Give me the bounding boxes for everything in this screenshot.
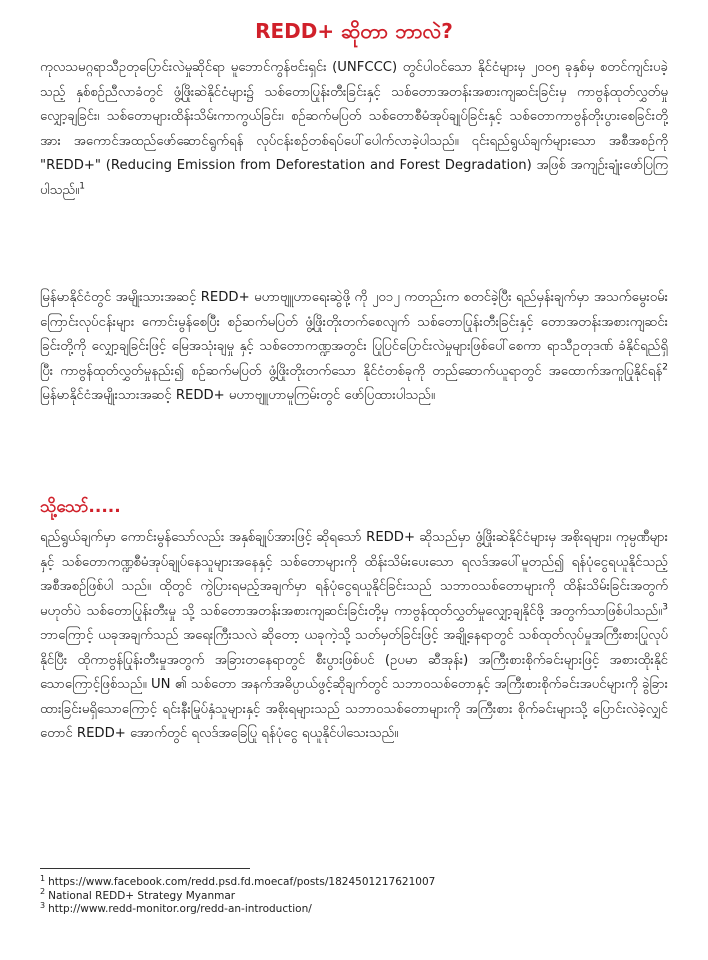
paragraph-myanmar-strategy-text-a: မြန်မာနိုင်ငံတွင် အမျိုးသားအဆင့် REDD+ မဟာဗျူဟာရေးဆွဲဖို့ ကို ၂၀၁၂ ကတည်းက စတင်ခဲ့ပြီး ရည်မှန်းချက်မှာ အသက်မွေးဝမ်းကြောင်းလုပ်ငန်းများ ကောင်းမွန်စေပြီး စဉ်ဆက်မပြတ် ဖွံ့ဖြိုးတိုးတက်စေလျက် သစ်တောပြုန်းတီးခြင်းနှင့် တောအတန်းအစားကျဆင်းခြင်းတို့ကို လျှော့ချခြင်းဖြင့် မြေအသုံးချမှု နှင့် သစ်တောကဏ္ဍအတွင်း ပြုပြင်ပြောင်းလဲမှုများဖြစ်ပေါ်စေကာ ရာသီဥတုဒဏ် ခံနိုင်ရည်ရှိပြီး ကာဗွန်ထုတ်လွှတ်မှုနည်း၍ စဉ်ဆက်မပြတ် ဖွံ့ဖြိုးတိုးတက်သော နိုင်ငံတစ်ခုကို တည်ဆောက်ယူရာတွင် အထောက်အကူပြုနိုင်ရန် <box>40 290 668 379</box>
footnote-link[interactable]: https://www.facebook.com/redd.psd.fd.moecaf/posts/1824501217621007 <box>48 876 436 888</box>
section-subheading: သို့သော်..... <box>40 497 121 517</box>
footnotes <box>40 873 668 917</box>
paragraph-intro-text: ကုလသမဂ္ဂရာသီဥတုပြောင်းလဲမှုဆိုင်ရာ မူဘောင်ကွန်ဗင်းရှင်း (UNFCCC) တွင်ပါဝင်သော နိုင်ငံများမှ ၂၀၀၅ ခုနှစ်မှ စတင်ကျင်းပခဲ့သည့် နှစ်စဉ်ညီလာခံတွင် ဖွံ့ဖြိုးဆဲနိုင်ငံများ၌ သစ်တောပြုန်းတီးခြင်းနှင့် သစ်တောအတန်းအစားကျဆင်းခြင်းမှ ကာဗွန်ထုတ်လွှတ်မှုလျှော့ချခြင်း၊ သစ်တောများထိန်းသိမ်းကာကွယ်ခြင်း၊ စဉ်ဆက်မပြတ် သစ်တောစီမံအုပ်ချုပ်ခြင်းနှင့် သစ်တောကာဗွန်တိုးပွားစေခြင်းတို့အား အကောင်အထည်ဖော်ဆောင်ရွက်ရန် လုပ်ငန်းစဉ်တစ်ရပ်ပေါ်ပေါက်လာခဲ့ပါသည်။ ၎င်းရည်ရွယ်ချက်များသော အစီအစဉ်ကို "REDD+" (Reducing Emission from Deforestation and Forest Degradation) အဖြစ် အကျဉ်းချုံးဖော်ပြကြပါသည်။ <box>40 60 668 198</box>
page-title: REDD+ ဆိုတာ ဘာလဲ? <box>255 19 453 43</box>
footnote-number: 3 <box>40 900 46 910</box>
footnote-link[interactable]: http://www.redd-monitor.org/redd-an-introduction/ <box>48 903 312 915</box>
footnote-text: National REDD+ Strategy Myanmar <box>48 889 236 902</box>
footnote-divider <box>40 868 250 869</box>
paragraph-however-text-a: ရည်ရွယ်ချက်မှာ ကောင်းမွန်သော်လည်း အနှစ်ချုပ်အားဖြင့် ဆိုရသော် REDD+ ဆိုသည်မှာ ဖွံ့ဖြိုးဆဲနိုင်ငံများမှ အစိုးရများ၊ ကုမ္ပဏီများ နှင့် သစ်တောကဏ္ဍစီမံအုပ်ချုပ်နေသူများအနေနှင့် သစ်တောများကို ထိန်းသိမ်းပေးသော ရလဒ်အပေါ်မူတည်၍ ရန်ပုံငွေရယူနိုင်သည့် အစီအစဉ်ဖြစ်ပါ သည်။ ထိုတွင် ကွဲပြားရမည့်အချက်မှာ ရန်ပုံငွေရယူနိုင်ခြင်းသည် သဘာဝသစ်တောများကို ထိန်းသိမ်းခြင်းအတွက်မဟုတ်ပဲ သစ်တောပြုန်းတီးမှု သို့ သစ်တောအတန်းအစားကျဆင်းခြင်းတို့မှ ကာဗွန်ထုတ်လွှတ်မှုလျှော့ချနိုင်ဖို့ အတွက်သာဖြစ်ပါသည်။ <box>40 530 668 619</box>
paragraph-myanmar-strategy <box>40 286 668 482</box>
footnote-number: 1 <box>40 873 46 883</box>
footnote-ref-1: 1 <box>79 181 86 192</box>
footnote-number: 2 <box>40 887 46 896</box>
footnote-2 <box>40 887 668 904</box>
paragraph-intro <box>40 56 668 252</box>
paragraph-however <box>40 526 668 870</box>
footnote-ref-2: 2 <box>662 362 668 373</box>
footnote-3 <box>40 900 668 917</box>
paragraph-however-text-b: ဘာကြောင့် ယခုအချက်သည် အရေးကြီးသလဲ ဆိုတော့ ယခုကဲ့သို့ သတ်မှတ်ခြင်းဖြင့် အချို့နေရာတွင် သစ်ထုတ်လုပ်မှုအကြီးစားပြုလုပ်နိုင်ပြီး ထိုကာဗွန်ပြုန်းတီးမှုအတွက် အခြားတနေရာတွင် စီးပွားဖြစ်ပင် (ဥပမာ ဆီအုန်း) အကြီးစားစိုက်ခင်းများဖြင့် အစားထိုးနိုင်သောကြောင့်ဖြစ်သည်။ UN ၏ သစ်တော အနက်အဓိပ္ပာယ်ဖွင့်ဆိုချက်တွင် သဘာဝသစ်တောနှင့် အကြီးစားစိုက်ခင်းအပင်များကို ခွဲခြားထားခြင်းမရှိသောကြောင့် ရင်းနီးမြုပ်နှံသူများနှင့် အစိုးရများသည် သဘာဝသစ်တောများကို အကြီးစား စိုက်ခင်းများသို့ ပြောင်းလဲခဲ့လျှင်တောင် REDD+ အောက်တွင် ရလဒ်အခြေပြု ရန်ပုံငွေ ရယူနိုင်ပါသေးသည်။ <box>40 628 668 741</box>
footnote-ref-3: 3 <box>662 602 668 613</box>
footnote-1 <box>40 873 668 890</box>
paragraph-myanmar-strategy-text-b: မြန်မာနိုင်ငံအမျိုးသားအဆင့် REDD+ မဟာဗျူဟာမူကြမ်းတွင် ဖော်ပြထားပါသည်။ <box>40 388 436 403</box>
